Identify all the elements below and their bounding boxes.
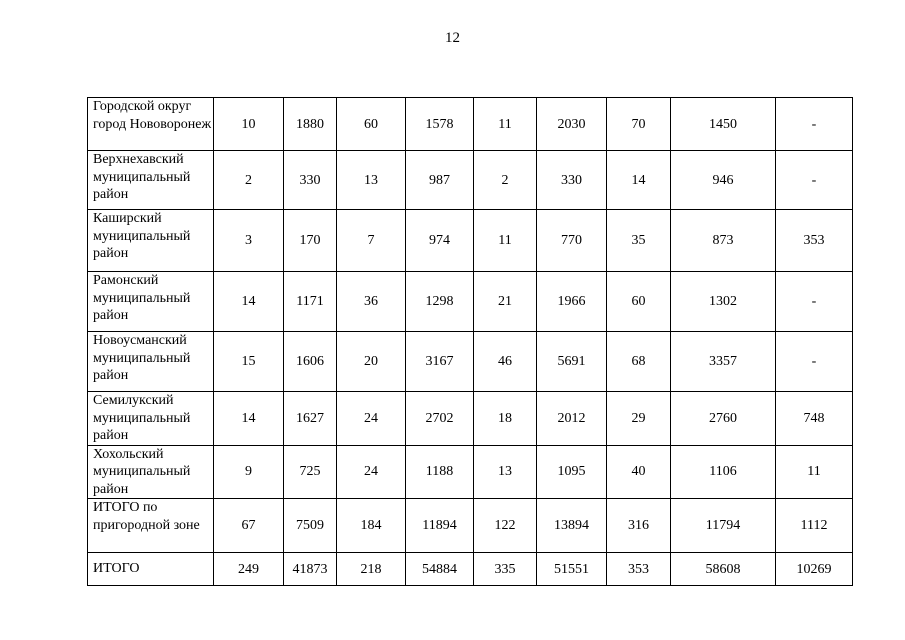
table-cell: 60 — [607, 272, 671, 332]
table-cell: 20 — [337, 332, 406, 392]
table-cell: 1450 — [671, 98, 776, 151]
table-cell: 330 — [284, 151, 337, 210]
table-cell: 170 — [284, 210, 337, 272]
table-cell: - — [776, 151, 853, 210]
table-cell: 1606 — [284, 332, 337, 392]
table-cell: 1171 — [284, 272, 337, 332]
table-cell: 748 — [776, 392, 853, 446]
table-row — [88, 151, 853, 210]
table-cell: 11794 — [671, 499, 776, 553]
row-label: ИТОГО — [88, 553, 214, 586]
table-cell: 1627 — [284, 392, 337, 446]
table-cell: 316 — [607, 499, 671, 553]
table-cell: 946 — [671, 151, 776, 210]
table-cell: 14 — [607, 151, 671, 210]
page-number: 12 — [445, 30, 460, 46]
table-row — [88, 445, 853, 499]
table-cell: 67 — [214, 499, 284, 553]
table-cell: 2030 — [537, 98, 607, 151]
table-cell: - — [776, 332, 853, 392]
table-cell: 35 — [607, 210, 671, 272]
table-cell: 58608 — [671, 553, 776, 586]
table-cell: 54884 — [406, 553, 474, 586]
table-row — [88, 210, 853, 272]
table-cell: 11 — [474, 98, 537, 151]
table-cell: 249 — [214, 553, 284, 586]
table-cell: 3357 — [671, 332, 776, 392]
table-row — [88, 499, 853, 553]
row-label: Каширский муниципальный район — [88, 210, 214, 272]
table-cell: 873 — [671, 210, 776, 272]
table-cell: 70 — [607, 98, 671, 151]
row-label: ИТОГО по пригородной зоне — [88, 499, 214, 553]
table-cell: - — [776, 98, 853, 151]
row-label: Новоусманский муниципальный район — [88, 332, 214, 392]
table-cell: 122 — [474, 499, 537, 553]
row-label: Семилукский муниципальный район — [88, 392, 214, 446]
table-cell: 18 — [474, 392, 537, 446]
table-cell: 68 — [607, 332, 671, 392]
table-cell: 3 — [214, 210, 284, 272]
table-cell: 770 — [537, 210, 607, 272]
table-row — [88, 272, 853, 332]
table-cell: 10 — [214, 98, 284, 151]
table-row — [88, 553, 853, 586]
table-cell: 7509 — [284, 499, 337, 553]
table-cell: 353 — [776, 210, 853, 272]
row-label: Городской округ город Нововоронеж — [88, 98, 214, 151]
table-cell: 15 — [214, 332, 284, 392]
row-label: Хохольский муниципальный район — [88, 445, 214, 499]
table-cell: 41873 — [284, 553, 337, 586]
table-cell: 13 — [474, 445, 537, 499]
table-cell: 1112 — [776, 499, 853, 553]
table-cell: 5691 — [537, 332, 607, 392]
table-cell: 60 — [337, 98, 406, 151]
table-cell: 21 — [474, 272, 537, 332]
table-cell: 40 — [607, 445, 671, 499]
table-cell: 2012 — [537, 392, 607, 446]
table-cell: 1302 — [671, 272, 776, 332]
table-cell: 1188 — [406, 445, 474, 499]
table-cell: - — [776, 272, 853, 332]
table-cell: 725 — [284, 445, 337, 499]
table-cell: 24 — [337, 445, 406, 499]
table-cell: 14 — [214, 272, 284, 332]
table-row — [88, 332, 853, 392]
data-table — [87, 97, 853, 586]
row-label: Рамонский муниципальный район — [88, 272, 214, 332]
table-cell: 36 — [337, 272, 406, 332]
table-cell: 2 — [474, 151, 537, 210]
table-cell: 11894 — [406, 499, 474, 553]
table-cell: 1578 — [406, 98, 474, 151]
table-cell: 1095 — [537, 445, 607, 499]
table-cell: 974 — [406, 210, 474, 272]
table-cell: 184 — [337, 499, 406, 553]
table-cell: 335 — [474, 553, 537, 586]
table-cell: 1298 — [406, 272, 474, 332]
table-cell: 987 — [406, 151, 474, 210]
table-cell: 13894 — [537, 499, 607, 553]
table-cell: 46 — [474, 332, 537, 392]
table-cell: 2 — [214, 151, 284, 210]
table-cell: 14 — [214, 392, 284, 446]
table-cell: 7 — [337, 210, 406, 272]
table-cell: 2702 — [406, 392, 474, 446]
table-cell: 1966 — [537, 272, 607, 332]
table-row — [88, 392, 853, 446]
table-cell: 10269 — [776, 553, 853, 586]
table-cell: 1880 — [284, 98, 337, 151]
table-cell: 9 — [214, 445, 284, 499]
table-cell: 24 — [337, 392, 406, 446]
table-cell: 330 — [537, 151, 607, 210]
table-cell: 3167 — [406, 332, 474, 392]
table-cell: 11 — [776, 445, 853, 499]
table-row — [88, 98, 853, 151]
table-cell: 2760 — [671, 392, 776, 446]
table-cell: 1106 — [671, 445, 776, 499]
table-cell: 29 — [607, 392, 671, 446]
table-cell: 51551 — [537, 553, 607, 586]
row-label: Верхнехавский муниципальный район — [88, 151, 214, 210]
table-cell: 13 — [337, 151, 406, 210]
table-cell: 353 — [607, 553, 671, 586]
table-cell: 11 — [474, 210, 537, 272]
table-cell: 218 — [337, 553, 406, 586]
